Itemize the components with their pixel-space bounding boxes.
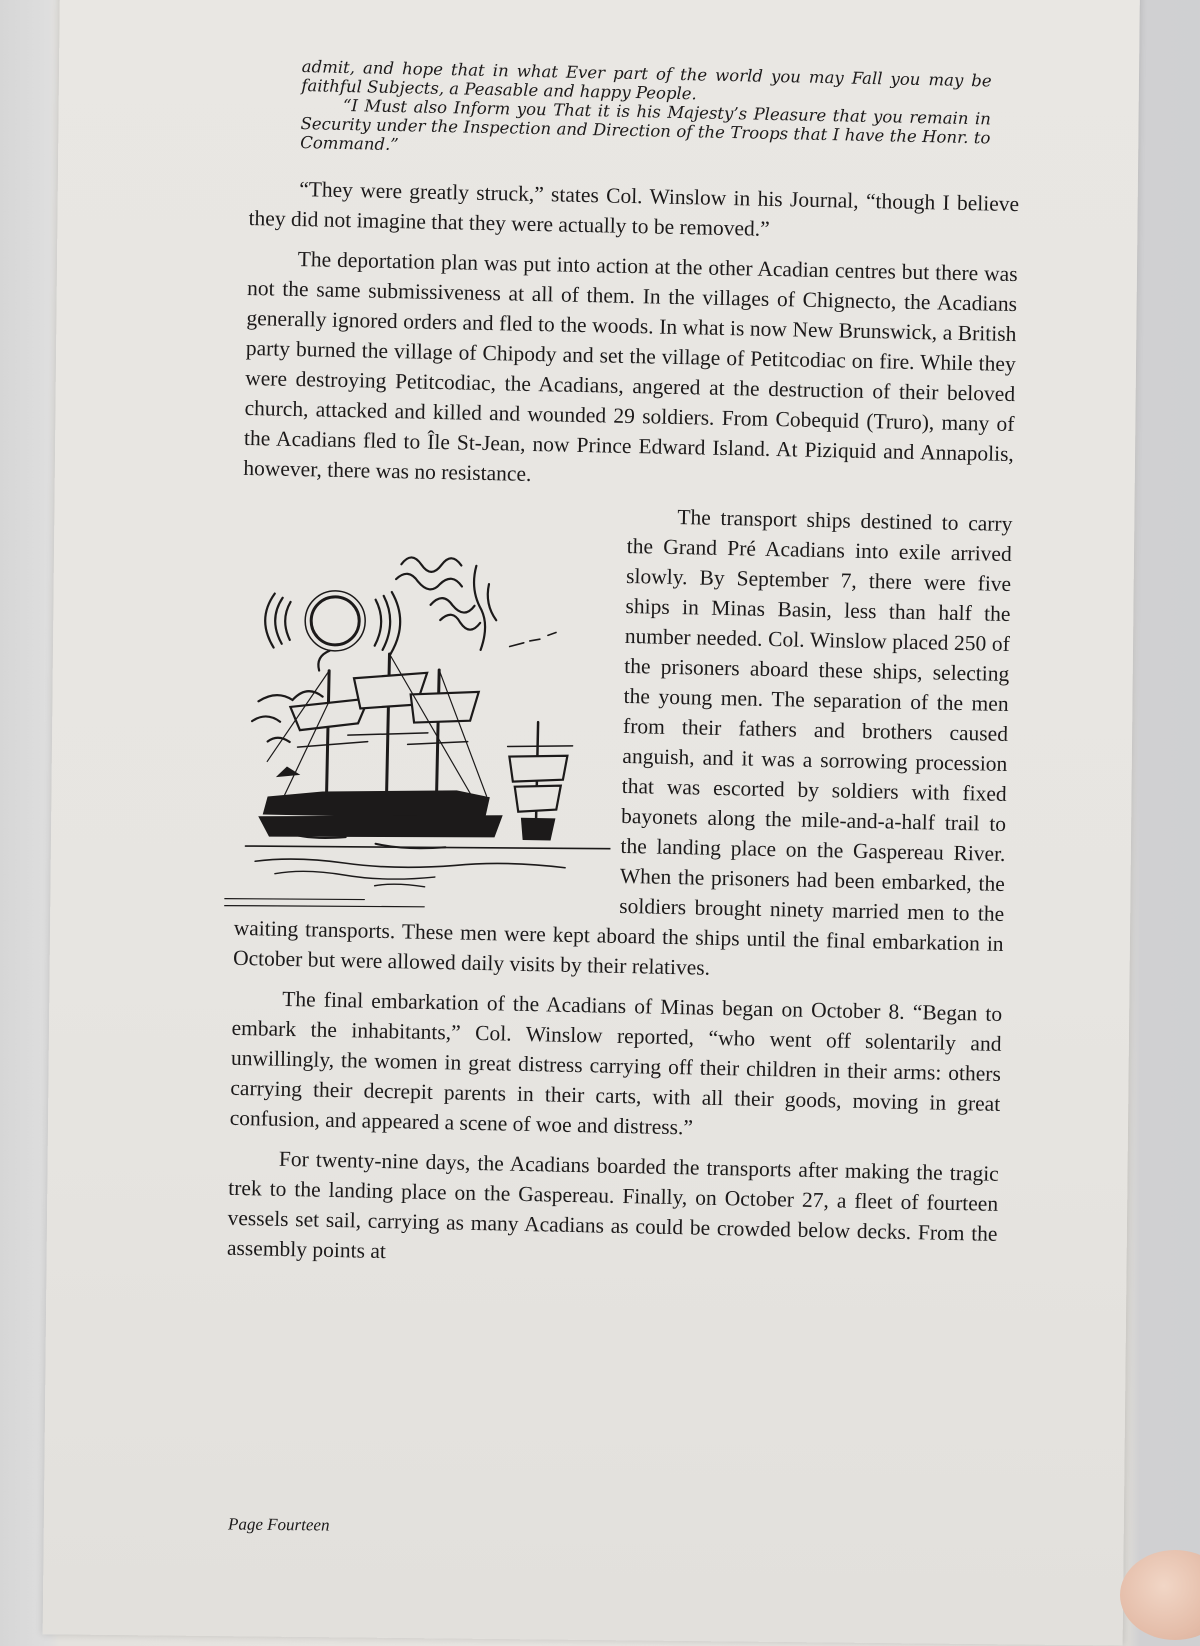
finger-edge <box>1120 1550 1200 1640</box>
sailing-ships-illustration-icon <box>224 501 618 919</box>
decree-line-2: “I Must also Inform you That it is his Majesty’s Pleasure that you remain in Security under the Inspection and Direction of the Troops that I have the Honr. to Command.” <box>299 95 992 155</box>
paragraph-winslow-journal: “They were greatly struck,” states Col. Winslow in his Journal, “though I believe they did not imagine that they were actually to be removed.” <box>248 177 1020 241</box>
decree-line-1: admit, and hope that in what Ever part of the world you may Fall you may be faithful Subjects, a Peasable and happy People. <box>301 57 992 104</box>
paragraph-transport-ships: The transport ships destined to carry the Grand Pré Acadians into exile arrived slowly. By September 7, there were five ships in Minas Basin, less than half the number needed. Col. Winslow placed 250 of the prisoners aboard these ships, selecting the young men. The separation of the men from their fathers and brothers caused anguish, and it was a sorrowing procession that was escorted by soldiers with fixed bayonets along the mile-and-a-half trail to the landing place on the Gaspereau River. When the prisoners had been embarked, the soldiers brought ninety married men to the waiting transports. These men were kept aboard the ships until the final embarkation in October but were allowed daily visits by their relatives. <box>232 505 1013 980</box>
paragraph-twenty-nine-days: For twenty-nine days, the Acadians boarded the transports after making the tragic trek to the landing place on the Gaspereau. Finally, on October 27, a fleet of fourteen vessels set sail, carrying as many Acadians as could be crowded below decks. From the assembly points at <box>226 1146 1000 1264</box>
paragraph-final-embarkation: The final embarkation of the Acadians of Minas began on October 8. “Began to embark the inhabitants,” Col. Winslow reported, “who went off solentarily and unwillingly, the women in great distress carrying off their children in their arms: others carrying their decrepit parents in their carts, with all their goods, moving in great confusion, and appeared a scene of woe and distress.” <box>229 986 1003 1140</box>
decree-quote <box>300 57 992 166</box>
paragraph-deportation-plan: The deportation plan was put into action at the other Acadian centres but there was not the same submissiveness at all of them. In the villages of Chignecto, the Acadians generally ignored orders and fled to the woods. In what is now New Brunswick, a British party burned the village of Chipody and set the village of Petitcodiac on fire. While they were destroying Petitcodiac, the Acadians, angered at the destruction of their beloved church, attacked and killed and wounded 29 soldiers. From Cobequid (Truro), many of the Acadians fled to Île St-Jean, now Prince Edward Island. At Piziquid and Annapolis, however, there was no resistance. <box>243 247 1018 486</box>
page-text <box>227 56 1022 1289</box>
page-number-label: Page Fourteen <box>227 1514 330 1535</box>
